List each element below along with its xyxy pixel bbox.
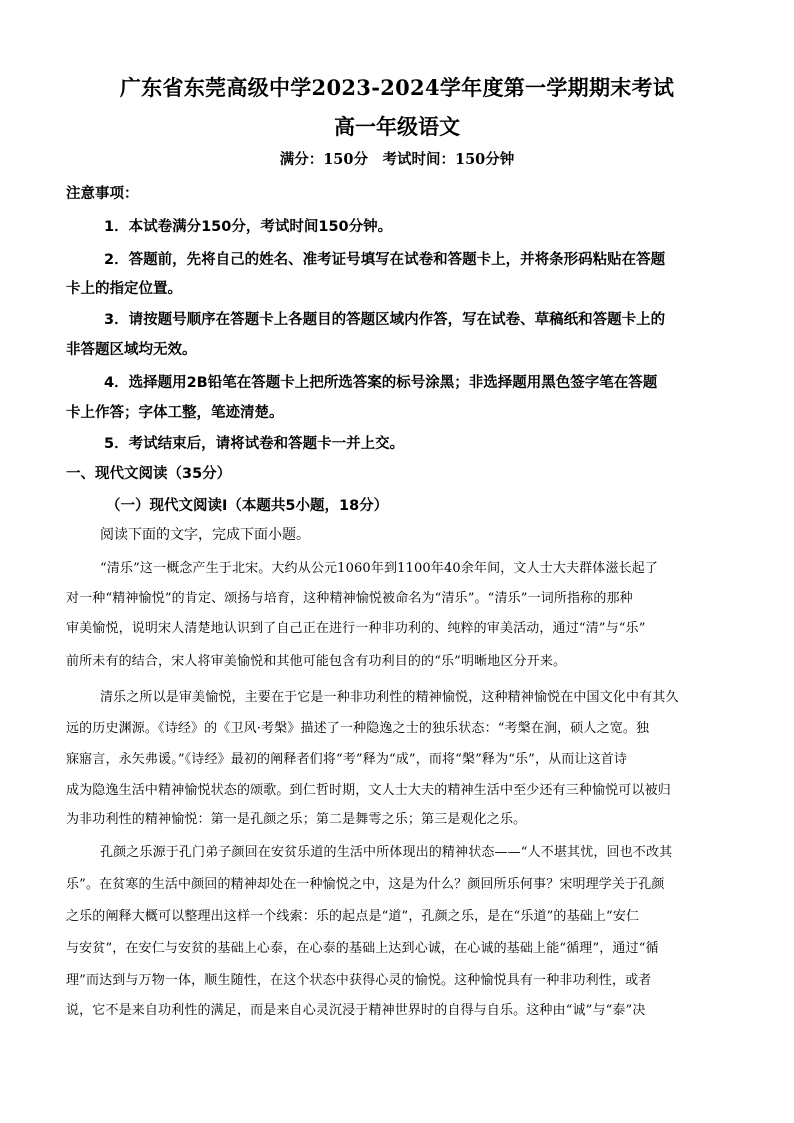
passage-line: 为非功利性的精神愉悦：第一是孔颜之乐；第二是舞雩之乐；第三是观化之乐。 (66, 812, 527, 827)
subsection-heading: （一）现代文阅读Ⅰ（本题共5小题，18分） (106, 498, 389, 514)
section-heading: 一、现代文阅读（35分） (66, 466, 232, 482)
note-item: 5．考试结束后，请将试卷和答题卡一并上交。 (104, 436, 405, 452)
passage-line: 与安贫”，在安仁与安贫的基础上心泰，在心泰的基础上达到心诚，在心诚的基础上能“循理”，通过“循 (66, 941, 659, 956)
note-item: 1．本试卷满分150分，考试时间150分钟。 (104, 219, 393, 235)
passage-line: 清乐之所以是审美愉悦，主要在于它是一种非功利性的精神愉悦，这种精神愉悦在中国文化中有其久 (100, 690, 679, 705)
note-item: 卡上的指定位置。 (66, 281, 182, 297)
note-item: 3．请按题号顺序在答题卡上各题目的答题区域内作答，写在试卷、草稿纸和答题卡上的 (104, 312, 666, 328)
passage-line: 成为隐逸生活中精神愉悦状态的颂歌。到仁哲时期，文人士大夫的精神生活中至少还有三种愉悦可以被归 (66, 783, 671, 798)
passage-line: 说，它不是来自功利性的满足，而是来自心灵沉浸于精神世界时的自得与自乐。这种由“诚”与“泰”决 (66, 1003, 646, 1018)
note-item: 4．选择题用2B铅笔在答题卡上把所选答案的标号涂黑；非选择题用黑色签字笔在答题 (104, 375, 658, 391)
note-item: 卡上作答；字体工整，笔迹清楚。 (66, 405, 284, 421)
passage-line: 乐”。在贫寒的生活中颜回的精神却处在一种愉悦之中，这是为什么？颜回所乐何事？宋明理学关于孔颜 (66, 877, 665, 892)
note-item: 2．答题前，先将自己的姓名、准考证号填写在试卷和答题卡上，并将条形码粘贴在答题 (104, 252, 666, 268)
reading-instruction: 阅读下面的文字，完成下面小题。 (100, 527, 310, 543)
passage-line: 前所未有的结合，宋人将审美愉悦和其他可能包含有功利目的的“乐”明晰地区分开来。 (66, 654, 567, 669)
passage-line: 对一种“精神愉悦”的肯定、颂扬与培育，这种精神愉悦被命名为“清乐”。“清乐”一词所指称的那种 (66, 591, 633, 606)
notes-heading: 注意事项： (66, 186, 139, 202)
passage-line: 理”而达到与万物一体，顺生随性，在这个状态中获得心灵的愉悦。这种愉悦具有一种非功利性，或者 (66, 973, 652, 988)
passage-line: “清乐”这一概念产生于北宋。大约从公元1060年到1100年40余年间，文人士大夫群体滋长起了 (100, 561, 659, 576)
passage-line: 审美愉悦，说明宋人清楚地认识到了自己正在进行一种非功利的、纯粹的审美活动，通过“清”与“乐” (66, 621, 646, 636)
exam-subtitle: 高一年级语文 (334, 114, 460, 139)
exam-title: 广东省东莞高级中学2023-2024学年度第一学期期末考试 (119, 75, 675, 100)
passage-line: 远的历史渊源。《诗经》的《卫风·考槃》描述了一种隐逸之士的独乐状态：“考槃在涧，硕人之宽。独 (66, 721, 650, 736)
passage-line: 之乐的阐释大概可以整理出这样一个线索：乐的起点是“道”，孔颜之乐，是在“乐道”的基础上“安仁 (66, 909, 640, 924)
passage-line: 孔颜之乐源于孔门弟子颜回在安贫乐道的生活中所体现出的精神状态——“人不堪其忧，回也不改其 (100, 845, 673, 860)
passage-line: 寐寤言，永矢弗谖。”《诗经》最初的阐释者们将“考”释为“成”，而将“槃”释为“乐”，从而让这首诗 (66, 752, 628, 767)
exam-meta: 满分：150分 考试时间：150分钟 (279, 151, 515, 168)
note-item: 非答题区域均无效。 (66, 342, 197, 358)
